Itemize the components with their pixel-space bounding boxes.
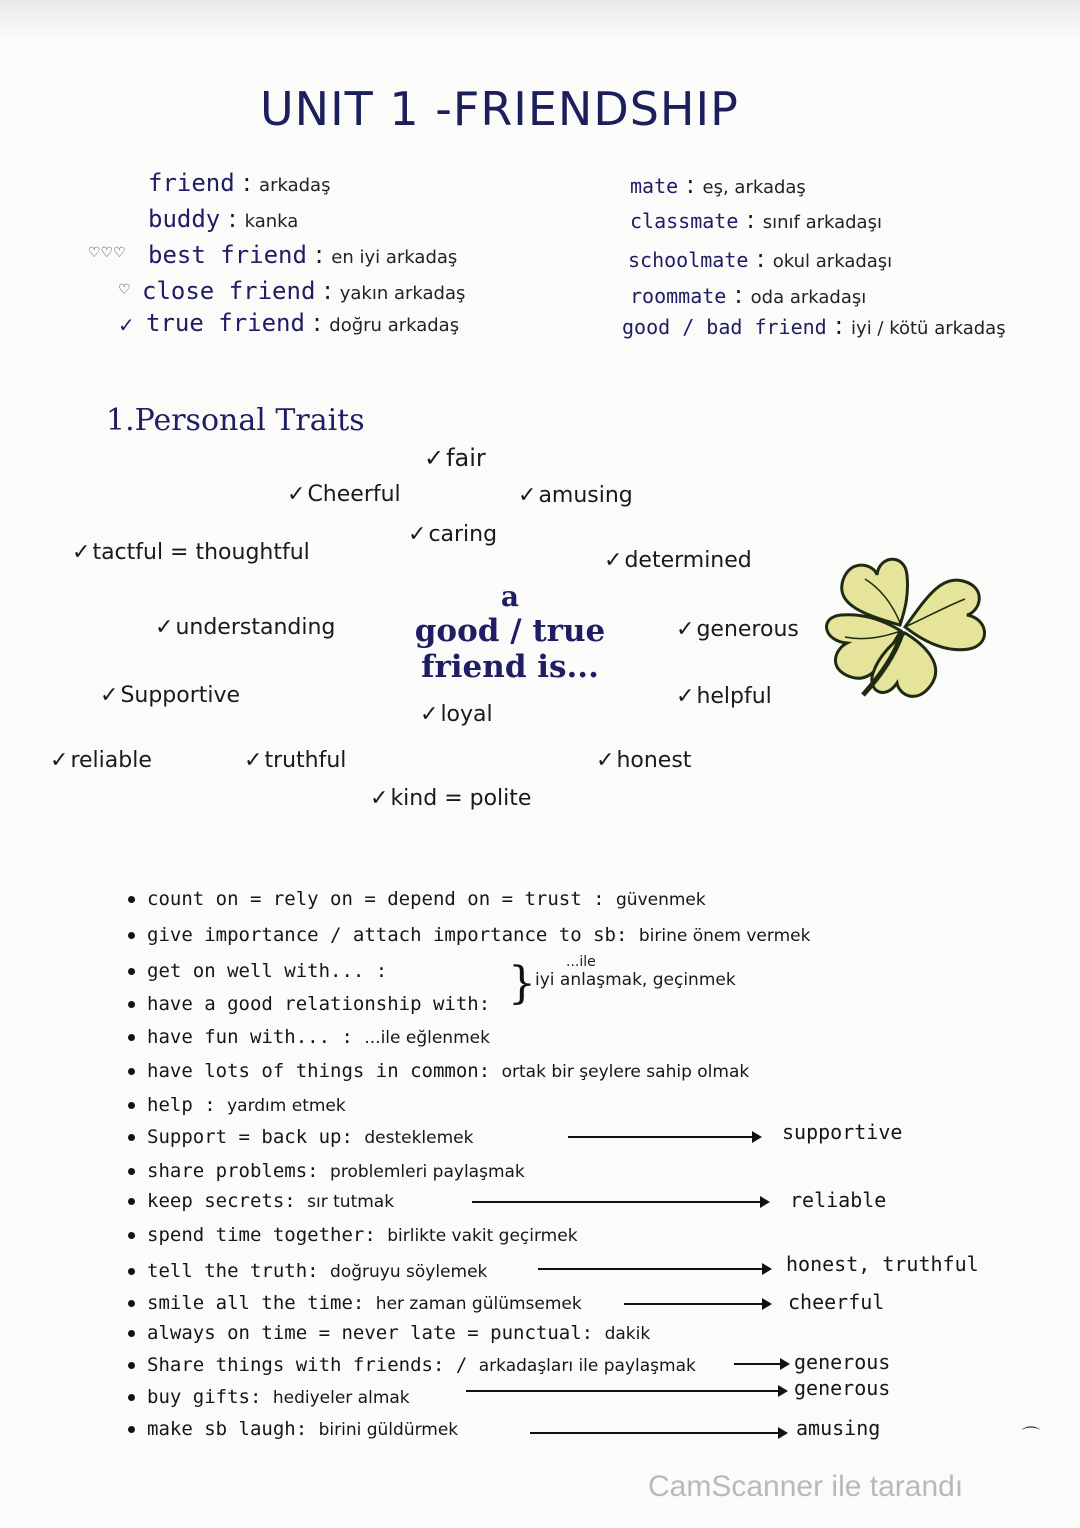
trait-supportive [100,683,240,708]
bullet [128,1168,135,1175]
checkmark-icon: ✓ [420,702,439,727]
trait-fair [424,444,486,472]
bullet [128,896,135,903]
phrase-row [128,960,387,982]
phrase-en: make sb laugh: [147,1418,308,1440]
vocab-item [630,170,806,199]
phrase-row [128,1026,490,1048]
phrase-row [128,1094,346,1116]
vocab-translation: oda arkadaşı [750,287,867,308]
vocab-item [148,168,330,197]
phrase-row [128,1354,696,1376]
vocab-item [630,280,866,309]
vocab-item [142,276,465,305]
checkmark-icon: ✓ [118,313,135,337]
phrase-en: always on time = never late = punctual: [147,1322,594,1344]
trait-caring [408,522,497,547]
trait-label: understanding [175,615,336,640]
vocab-item [628,244,892,273]
checkmark-icon: ✓ [100,683,119,708]
vocab-item [630,205,882,234]
trait-cheerful [287,482,401,507]
vocab-item [622,311,1006,340]
bullet [128,1198,135,1205]
phrase-result: generous [794,1350,891,1374]
bullet [128,1232,135,1239]
phrase-en: give importance / attach importance to sb: [147,924,628,946]
arrow-icon [530,1432,786,1434]
trait-label: Cheerful [307,482,401,507]
checkmark-icon: ✓ [287,482,306,507]
vocab-term: good / bad friend [622,315,827,339]
vocab-separator: : [242,168,252,197]
trait-label: helpful [696,684,772,709]
phrase-tr: güvenmek [616,890,706,910]
heart-icon: ♡ [118,282,131,298]
phrase-result: supportive [782,1120,903,1144]
phrase-row [128,1322,650,1344]
arrow-icon [472,1201,768,1203]
vocab-term: buddy [148,205,221,233]
trait-label: determined [624,548,752,573]
trait-helpful [676,684,772,709]
phrase-tr: ...ile eğlenmek [364,1028,490,1048]
vocab-item [148,240,457,269]
trait-determined [604,548,752,573]
checkmark-icon: ✓ [424,444,445,472]
phrase-tr: desteklemek [364,1128,474,1148]
bullet [128,1034,135,1041]
phrase-en: spend time together: [147,1224,376,1246]
trait-label: truthful [264,748,347,773]
vocab-separator: : [323,276,332,305]
bullet [128,968,135,975]
arrow-icon [624,1303,770,1305]
vocab-term: close friend [142,277,316,305]
page-title: UNIT 1 -FRIENDSHIP [260,82,739,136]
phrase-tr: sır tutmak [307,1192,395,1212]
checkmark-icon: ✓ [72,540,91,565]
phrase-row [128,924,810,946]
trait-generous [676,617,799,642]
phrase-result: generous [794,1376,891,1400]
phrase-tr: problemleri paylaşmak [330,1162,525,1182]
phrase-en: have fun with... : [147,1026,353,1048]
phrase-row [128,1126,473,1148]
checkmark-icon: ✓ [155,615,174,640]
phrase-en: count on = rely on = depend on = trust : [147,888,605,910]
bullet [128,932,135,939]
center-article: a [500,580,520,613]
trait-label: honest [616,748,692,773]
phrase-row [128,993,490,1015]
phrase-tr: hediyeler almak [272,1388,410,1408]
phrase-row [128,1386,410,1408]
vocab-translation: iyi / kötü arkadaş [851,318,1006,339]
bullet [128,1001,135,1008]
trait-tactful [72,540,310,565]
vocab-translation: okul arkadaşı [772,251,893,272]
vocab-term: true friend [146,309,305,337]
phrase-en: Support = back up: [147,1126,353,1148]
phrase-en: Share things with friends: / [147,1354,468,1376]
phrase-tr: yardım etmek [227,1096,346,1116]
trait-label: caring [428,522,498,547]
trait-label: loyal [440,702,493,727]
vocab-separator: : [312,308,322,337]
trait-reliable [50,748,152,773]
trait-amusing [518,483,633,508]
vocab-translation: yakın arkadaş [339,283,466,304]
phrase-result: amusing [796,1416,881,1440]
checkmark-icon: ✓ [408,522,427,547]
phrase-en: have lots of things in common: [147,1060,491,1082]
vocab-item [148,204,298,233]
vocab-term: mate [630,174,679,198]
vocab-item [146,308,459,337]
vocab-translation: eş, arkadaş [702,177,806,198]
phrase-en: smile all the time: [147,1292,365,1314]
arrow-icon [538,1268,770,1270]
phrase-tr: birine önem vermek [638,926,811,946]
checkmark-icon: ✓ [50,748,69,773]
vocab-translation: en iyi arkadaş [331,247,458,268]
phrase-row [128,888,706,910]
arrow-icon [466,1390,786,1392]
phrase-en: have a good relationship with: [147,993,491,1015]
bullet [128,1268,135,1275]
trait-label: kind = polite [390,786,532,811]
vocab-separator: : [756,244,765,273]
phrase-row [128,1418,458,1440]
vocab-term: classmate [630,209,739,233]
trait-kind [370,786,531,811]
phrase-tr: dakik [604,1324,651,1344]
checkmark-icon: ✓ [370,786,389,811]
trait-truthful [244,748,346,773]
phrase-result: cheerful [788,1290,885,1314]
trait-honest [596,748,691,773]
checkmark-icon: ✓ [596,748,615,773]
bullet [128,1330,135,1337]
scanner-corner-icon: ⌒ [1022,1426,1040,1447]
checkmark-icon: ✓ [676,617,695,642]
phrase-result: honest, truthful [786,1252,979,1276]
mind-map-center [410,580,610,685]
phrase-en: help : [147,1094,216,1116]
bullet [128,1300,135,1307]
scan-edge-shadow [0,0,1080,40]
checkmark-icon: ✓ [676,684,695,709]
brace-translation: iyi anlaşmak, geçinmek [535,970,736,990]
trait-label: Supportive [120,683,241,708]
brace-icon: } [508,958,536,1009]
phrase-row [128,1060,749,1082]
checkmark-icon: ✓ [518,483,537,508]
phrase-tr: arkadaşları ile paylaşmak [478,1356,696,1376]
vocab-term: roommate [630,284,727,308]
vocab-separator: : [686,170,695,199]
trait-label: fair [446,444,486,472]
clover-icon [805,545,1005,715]
phrase-row [128,1292,582,1314]
arrow-icon [734,1363,788,1365]
bullet [128,1068,135,1075]
trait-loyal [420,702,493,727]
arrow-icon [568,1136,760,1138]
camscanner-watermark: CamScanner ile tarandı [648,1470,964,1503]
vocab-term: best friend [148,241,307,269]
phrase-row [128,1260,487,1282]
vocab-separator: : [746,205,755,234]
vocab-translation: arkadaş [259,175,331,196]
triple-heart-icon: ♡♡♡ [88,245,126,261]
phrase-en: keep secrets: [147,1190,296,1212]
phrase-tr: her zaman gülümsemek [375,1294,582,1314]
phrase-row [128,1190,394,1212]
vocab-separator: : [314,240,324,269]
phrase-tr: birlikte vakit geçirmek [387,1226,578,1246]
vocab-separator: : [834,311,844,340]
bullet [128,1134,135,1141]
trait-label: reliable [70,748,152,773]
phrase-en: buy gifts: [147,1386,262,1408]
checkmark-icon: ✓ [244,748,263,773]
phrase-row [128,1160,525,1182]
vocab-translation: kanka [244,211,299,232]
trait-label: amusing [538,483,633,508]
phrase-en: tell the truth: [147,1260,319,1282]
phrase-row [128,1224,578,1246]
center-line-2: friend is... [421,649,599,685]
trait-label: generous [696,617,799,642]
vocab-translation: sınıf arkadaşı [762,212,882,233]
trait-label: tactful = thoughtful [92,540,310,565]
phrase-tr: doğruyu söylemek [330,1262,488,1282]
phrase-result: reliable [790,1188,887,1212]
section-title: 1.Personal Traits [106,403,365,438]
vocab-separator: : [734,280,743,309]
vocab-term: friend [148,169,235,197]
vocab-separator: : [228,204,237,233]
vocab-translation: doğru arkadaş [329,315,460,336]
bullet [128,1394,135,1401]
bullet [128,1426,135,1433]
brace-ile-note: ...ile [566,954,596,970]
bullet [128,1362,135,1369]
phrase-en: share problems: [147,1160,319,1182]
phrase-tr: birini güldürmek [318,1420,459,1440]
trait-understanding [155,615,335,640]
checkmark-icon: ✓ [604,548,623,573]
center-line-1: good / true [414,613,606,649]
phrase-en: get on well with... : [147,960,388,982]
phrase-tr: ortak bir şeylere sahip olmak [501,1062,750,1082]
vocab-term: schoolmate [628,248,749,272]
bullet [128,1102,135,1109]
